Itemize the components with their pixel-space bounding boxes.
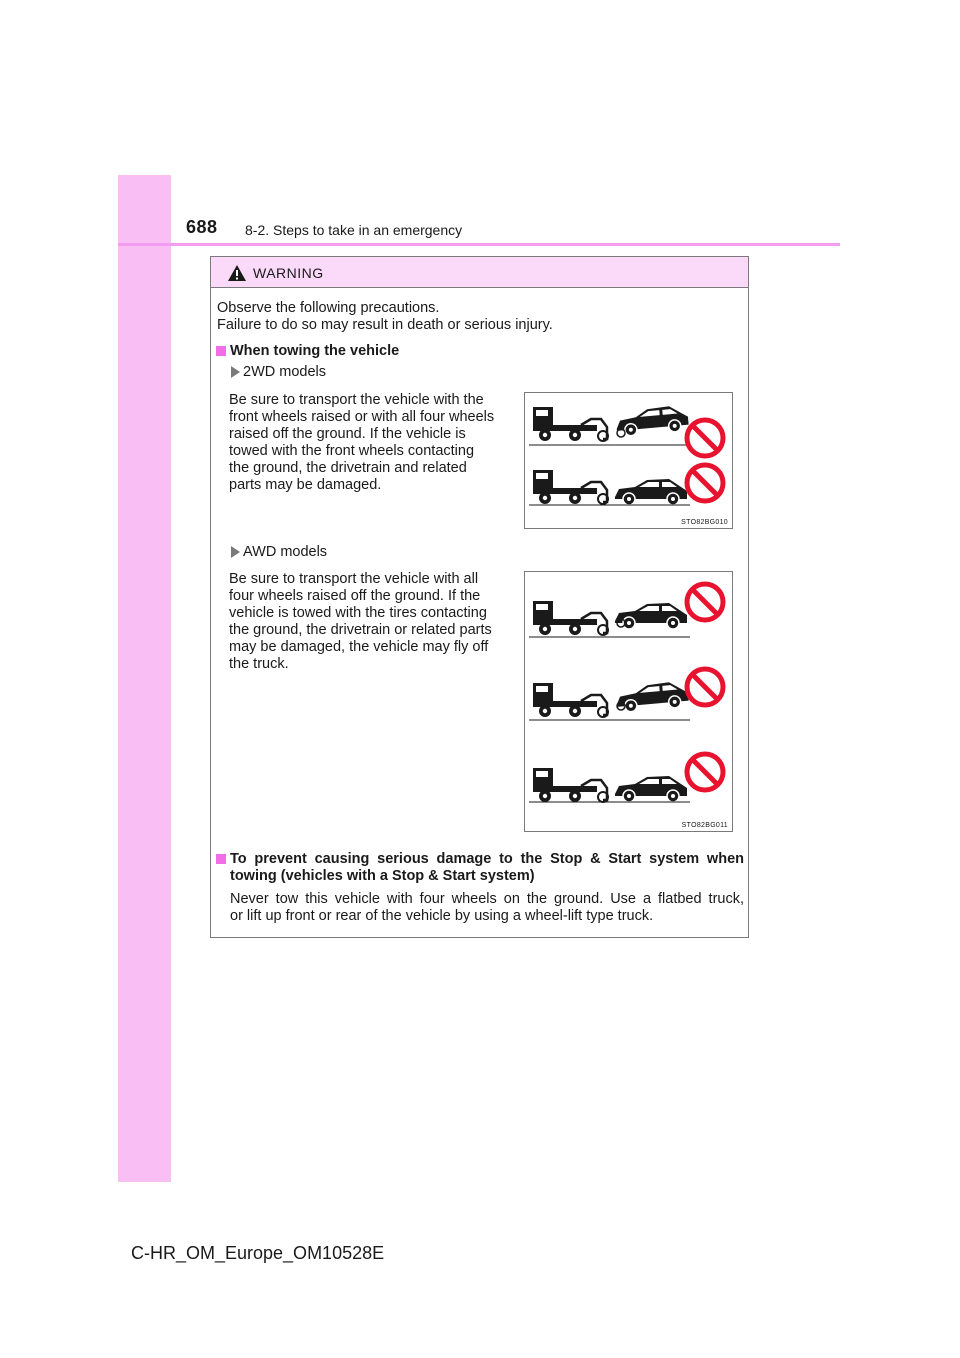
intro-line: Observe the following precautions.	[217, 300, 440, 316]
prohibited-icon	[687, 754, 723, 790]
stop-start-body: Never tow this vehicle with four wheels on the ground. Use a flatbed truck,	[230, 891, 744, 907]
warning-header	[211, 257, 748, 288]
figure-code: STO82BG011	[681, 822, 728, 829]
stop-start-heading: To prevent causing serious damage to the Stop & Start system when	[230, 851, 744, 867]
text-line: the ground, the drivetrain or related parts	[229, 622, 492, 638]
gray-triangle-icon	[231, 546, 240, 558]
side-tab-band	[118, 175, 171, 1182]
paragraph-2wd	[229, 392, 506, 494]
towing-illustration	[525, 572, 732, 831]
document-code: C-HR_OM_Europe_OM10528E	[131, 1243, 385, 1263]
text-line: vehicle is towed with the tires contacting	[229, 605, 487, 621]
text-line: raised off the ground. If the vehicle is	[229, 426, 466, 442]
figure-awd-towing	[524, 571, 733, 832]
text-line: towed with the front wheels contacting	[229, 443, 475, 459]
pink-square-icon	[216, 854, 226, 864]
text-line: Be sure to transport the vehicle with the	[229, 392, 484, 408]
towing-illustration	[525, 393, 732, 528]
figure-code: STO82BG010	[681, 519, 728, 526]
prohibited-icon	[687, 669, 723, 705]
pink-square-icon	[216, 346, 226, 356]
text-line: the ground, the drivetrain and related	[229, 460, 467, 476]
stop-start-body: or lift up front or rear of the vehicle by using a wheel-lift type truck.	[230, 908, 654, 924]
intro-line: Failure to do so may result in death or serious injury.	[217, 317, 553, 333]
text-line: four wheels raised off the ground. If the	[229, 588, 481, 604]
page-number: 688	[186, 217, 218, 237]
sub-heading-awd: AWD models	[243, 544, 328, 560]
text-line: front wheels raised or with all four wheels	[229, 409, 495, 425]
figure-2wd-towing	[524, 392, 733, 529]
warning-triangle-icon	[227, 264, 247, 282]
text-line: the truck.	[229, 656, 289, 672]
header-rule	[118, 243, 840, 246]
gray-triangle-icon	[231, 366, 240, 378]
section-title: 8-2. Steps to take in an emergency	[245, 222, 463, 238]
sub-heading-2wd: 2WD models	[243, 364, 326, 380]
towing-heading: When towing the vehicle	[230, 343, 400, 359]
prohibited-icon	[687, 420, 723, 456]
prohibited-icon	[687, 465, 723, 501]
prohibited-icon	[687, 584, 723, 620]
text-line: may be damaged, the vehicle may fly off	[229, 639, 489, 655]
paragraph-awd	[229, 571, 506, 673]
text-line: Be sure to transport the vehicle with all	[229, 571, 479, 587]
warning-box	[210, 256, 749, 938]
stop-start-heading: towing (vehicles with a Stop & Start system)	[230, 868, 535, 884]
text-line: parts may be damaged.	[229, 477, 382, 493]
warning-title: WARNING	[253, 265, 324, 281]
